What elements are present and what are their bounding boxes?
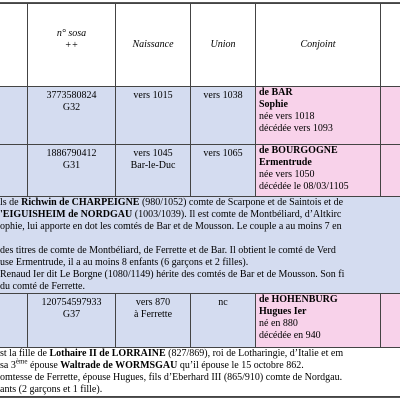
row-2-generation: G31 [62, 160, 81, 171]
note-2-line-2-bold: Waltrade de WORMSGAU [60, 360, 178, 371]
row-1-conjoint-birth: née vers 1018 [259, 111, 315, 122]
row-3-conjoint-name: de HOHENBURG [259, 294, 338, 305]
row-2-sosa-number: 1886790412 [46, 148, 97, 159]
row-1-generation: G32 [62, 102, 81, 113]
row-2-conjoint-name: de BOURGOGNE [259, 145, 338, 156]
note-1-line-3: ophie, lui apporte en dot les comtés de Bar et de Mousson. Le couple a au moins 7 en [0, 221, 342, 232]
note-row-2 [0, 348, 400, 397]
note-2-line-3: omtesse de Ferrette, épouse Hugues, fils d’Eberhard III (865/910) comte de Nordgau. [0, 372, 343, 383]
note-1-line-1-pre: ls de [0, 197, 22, 208]
note-2-line-2-pre: sa 3 [0, 360, 16, 371]
row-2-naissance-place: Bar-le-Duc [130, 160, 176, 171]
row-1-marker [0, 87, 28, 145]
note-1-line-2-bold: 'EIGUISHEIM de NORDGAU [0, 209, 133, 220]
row-3-naissance-place: à Ferrette [133, 309, 173, 320]
header-sosa [28, 4, 116, 87]
row-1-extra [381, 87, 400, 145]
row-1-conjoint [256, 87, 381, 145]
row-3-sosa-number: 120754597933 [41, 297, 102, 308]
row-2-sosa [28, 145, 116, 197]
table-row [0, 294, 400, 348]
note-2-line-2 [0, 357, 400, 372]
row-3-conjoint-death: décédée en 940 [259, 330, 321, 341]
header-naissance: Naissance [116, 4, 191, 87]
note-2-line-2-mid: épouse [27, 360, 61, 371]
note-2-line-1 [0, 348, 400, 360]
note-1-line-1-post: (980/1052) comte de Scarpone et de Saintois et de [139, 197, 344, 208]
header-sosa-plus: ++ [64, 40, 79, 51]
row-1-sosa [28, 87, 116, 145]
table-header-row [0, 4, 400, 87]
note-2-line-2-post: qu’il épouse le 15 octobre 862. [177, 360, 304, 371]
row-3-extra [381, 294, 400, 348]
row-3-marker [0, 294, 28, 348]
header-extra [381, 4, 400, 87]
note-row-1 [0, 197, 400, 294]
note-1-line-2 [0, 209, 400, 221]
row-2-marker [0, 145, 28, 197]
row-2-conjoint-first: Ermentrude [259, 157, 312, 168]
note-2-line-1-bold: Lothaire II de LORRAINE [49, 348, 166, 359]
row-3-conjoint [256, 294, 381, 348]
row-1-sosa-number: 3773580824 [46, 90, 97, 101]
row-2-conjoint-death: décédée le 08/03/1105 [259, 181, 349, 192]
note-2-line-4: ants (2 garçons et 1 fille). [0, 384, 103, 395]
table-row [0, 87, 400, 145]
header-sosa-label: n° sosa [56, 28, 87, 39]
row-3-generation: G37 [62, 309, 81, 320]
note-1 [0, 197, 400, 294]
row-1-conjoint-first: Sophie [259, 99, 288, 110]
row-1-union: vers 1038 [191, 87, 256, 145]
note-1-line-1-bold: Richwin de CHARPEIGNE [21, 197, 140, 208]
row-2-conjoint [256, 145, 381, 197]
row-3-naissance-date: vers 870 [135, 297, 171, 308]
header-conjoint: Conjoint [256, 4, 381, 87]
row-3-union: nc [191, 294, 256, 348]
row-1-conjoint-death: décédée vers 1093 [259, 123, 333, 134]
note-1-line-7: Renaud Ier dit Le Borgne (1080/1149) hérite des comtés de Bar et de Mousson. Son fi [0, 269, 345, 280]
note-1-line-2-post: (1003/1039). Il est comte de Montbéliard, d’Altkirc [132, 209, 342, 220]
note-2-line-1-pre: st la fille de [0, 348, 50, 359]
row-2-extra [381, 145, 400, 197]
note-1-line-4 [0, 233, 400, 245]
row-2-conjoint-birth: née vers 1050 [259, 169, 315, 180]
row-3-conjoint-birth: né en 880 [259, 318, 298, 329]
note-2-line-1-post: (827/869), roi de Lotharingie, d’Italie et em [165, 348, 344, 359]
row-2-naissance-date: vers 1045 [133, 148, 173, 159]
row-2-union: vers 1065 [191, 145, 256, 197]
note-2 [0, 348, 400, 397]
row-3-sosa [28, 294, 116, 348]
note-2-line-2-sup: ème [15, 357, 28, 366]
header-blank [0, 4, 28, 87]
genealogy-table [0, 3, 400, 397]
header-union: Union [191, 4, 256, 87]
genealogy-sheet [0, 2, 400, 398]
note-1-line-5: des titres de comte de Montbéliard, de Ferrette et de Bar. Il obtient le comté de Verd [0, 245, 336, 256]
row-1-naissance: vers 1015 [116, 87, 191, 145]
row-3-conjoint-first: Hugues Ier [259, 306, 307, 317]
note-1-line-8: du comté de Ferrette. [0, 281, 85, 292]
note-1-line-1 [0, 197, 400, 209]
row-1-conjoint-name: de BAR [259, 87, 293, 98]
table-row [0, 145, 400, 197]
note-1-line-6: use Ermentrude, il a au moins 8 enfants (6 garçons et 2 filles). [0, 257, 249, 268]
row-3-naissance [116, 294, 191, 348]
row-2-naissance [116, 145, 191, 197]
